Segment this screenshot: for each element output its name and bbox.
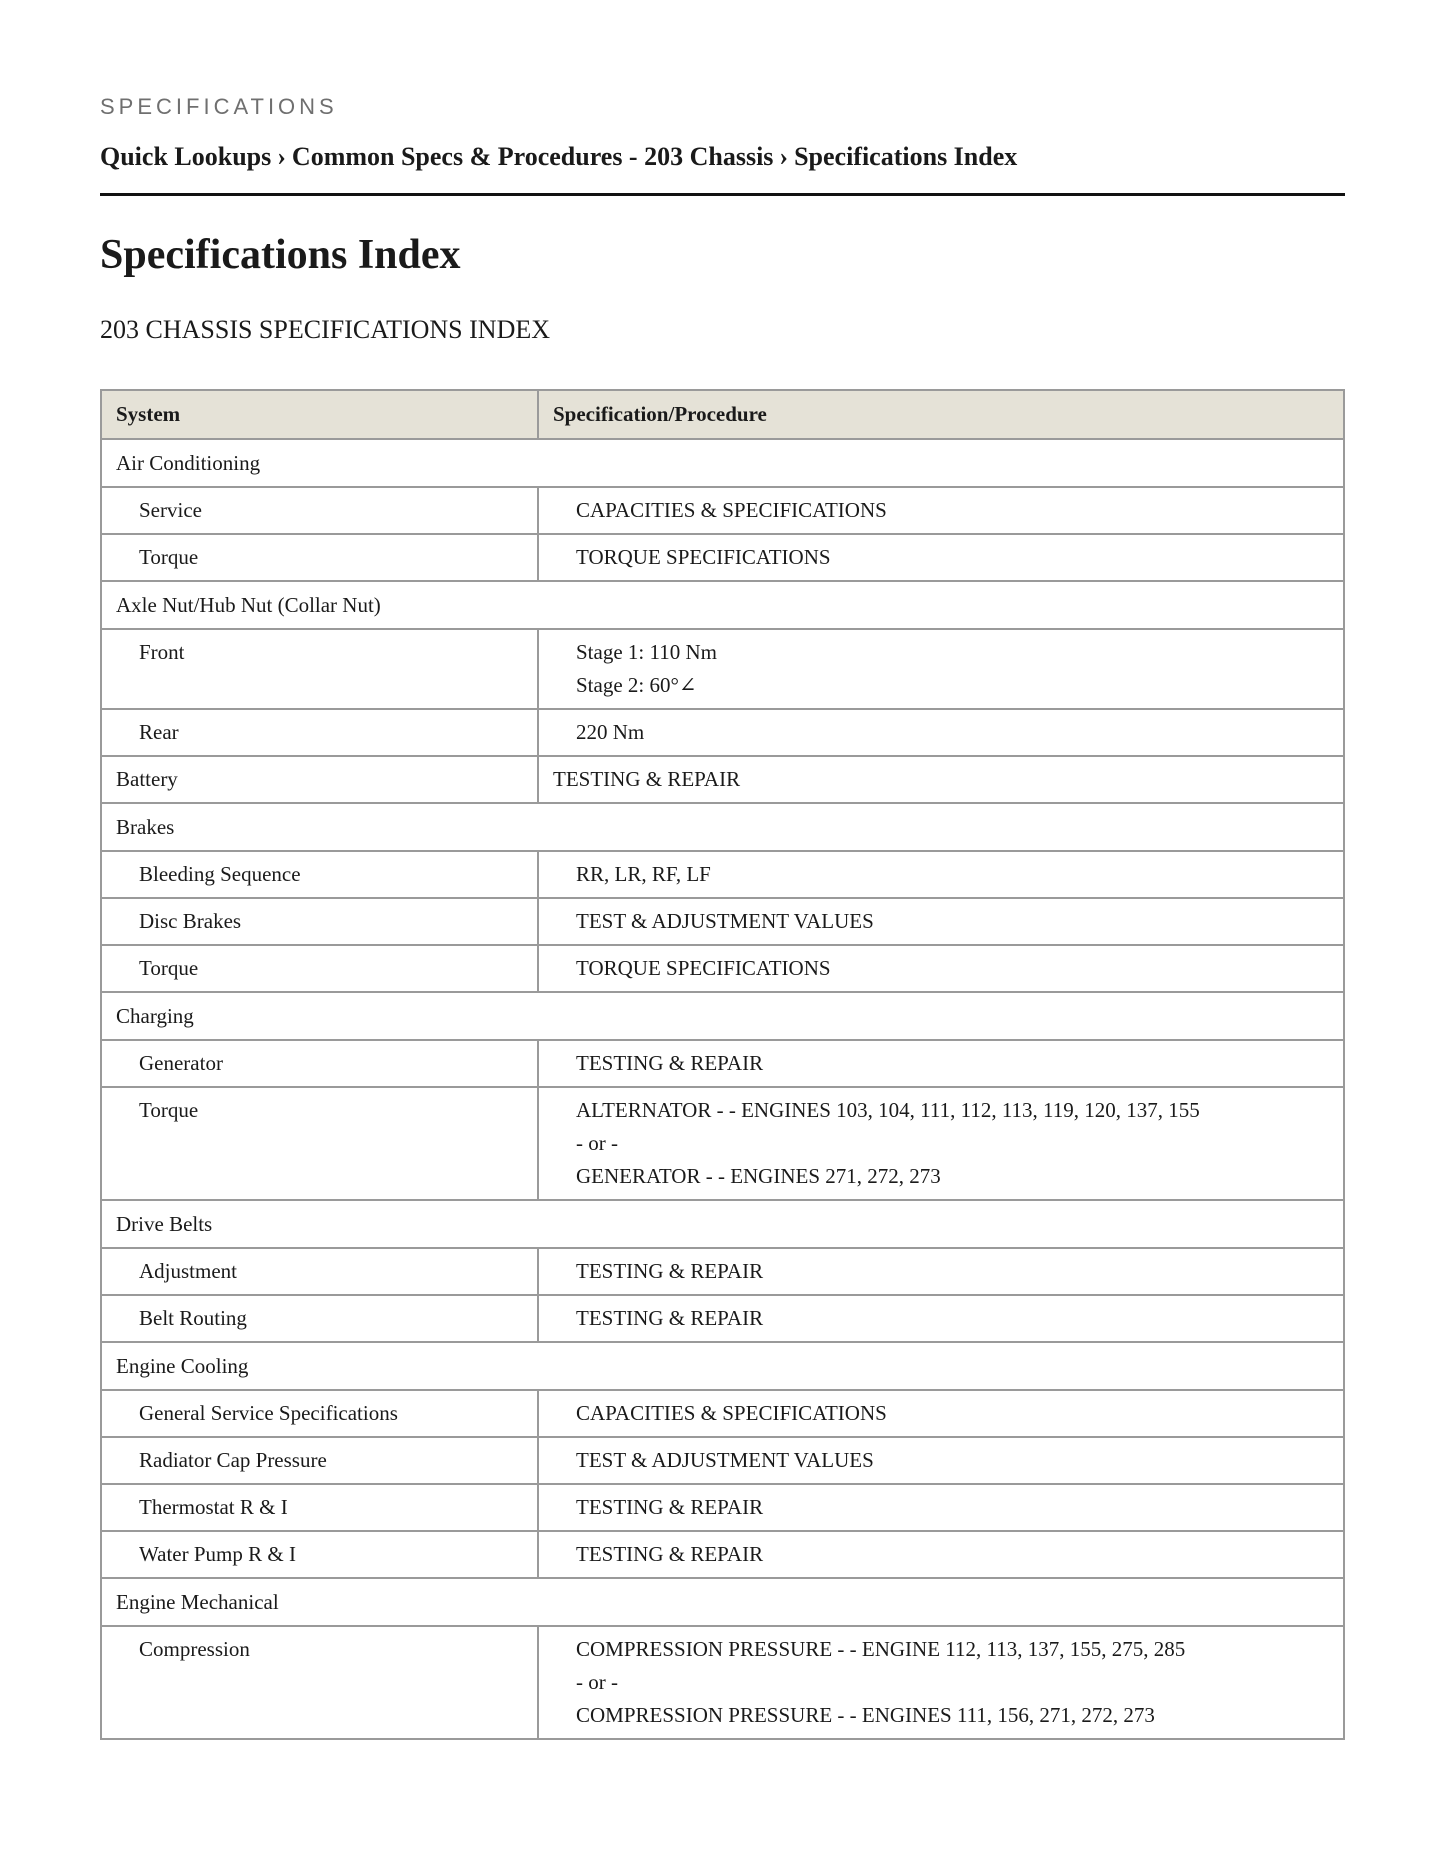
table-row xyxy=(101,1531,1344,1578)
specification-link[interactable]: TESTING & REPAIR xyxy=(576,1259,764,1283)
specification-link[interactable]: CAPACITIES & SPECIFICATIONS xyxy=(576,498,887,522)
table-row xyxy=(101,487,1344,534)
system-cell: Bleeding Sequence xyxy=(101,851,538,898)
specification-cell xyxy=(538,534,1344,581)
specification-link[interactable]: TESTING & REPAIR xyxy=(576,1495,764,1519)
specification-cell xyxy=(538,1248,1344,1295)
specification-cell xyxy=(538,1531,1344,1578)
table-body xyxy=(101,439,1344,1739)
page-title: Specifications Index xyxy=(100,232,461,278)
table-row xyxy=(101,1200,1344,1248)
table-row xyxy=(101,1087,1344,1200)
specification-cell xyxy=(538,756,1344,803)
system-cell: Torque xyxy=(101,1087,538,1200)
specification-cell xyxy=(538,1390,1344,1437)
specification-link[interactable]: TESTING & REPAIR xyxy=(576,1051,764,1075)
column-header-system: System xyxy=(101,390,538,439)
system-group-cell: Drive Belts xyxy=(101,1200,1344,1248)
breadcrumb-item-common-specs[interactable]: Common Specs & Procedures - 203 Chassis xyxy=(291,142,774,171)
breadcrumb-separator: › xyxy=(779,142,789,171)
system-cell: Service xyxy=(101,487,538,534)
table-row xyxy=(101,945,1344,992)
system-group-cell: Air Conditioning xyxy=(101,439,1344,487)
table-row xyxy=(101,1342,1344,1390)
system-cell: Battery xyxy=(101,756,538,803)
specification-link[interactable]: TESTING & REPAIR xyxy=(576,1542,764,1566)
system-cell: Generator xyxy=(101,1040,538,1087)
table-row xyxy=(101,1437,1344,1484)
specification-cell xyxy=(538,629,1344,709)
specification-cell xyxy=(538,487,1344,534)
table-row xyxy=(101,803,1344,851)
specification-link[interactable]: COMPRESSION PRESSURE - - ENGINES 111, 156, 271, 272, 273 xyxy=(576,1703,1155,1727)
system-cell: Belt Routing xyxy=(101,1295,538,1342)
breadcrumb-item-current: Specifications Index xyxy=(794,142,1018,171)
specification-link[interactable]: TESTING & REPAIR xyxy=(553,767,741,791)
page-subtitle: 203 CHASSIS SPECIFICATIONS INDEX xyxy=(100,315,551,344)
specification-cell xyxy=(538,898,1344,945)
system-cell: Rear xyxy=(101,709,538,756)
table-row xyxy=(101,1248,1344,1295)
table-row xyxy=(101,1390,1344,1437)
column-header-specification: Specification/Procedure xyxy=(538,390,1344,439)
specification-link[interactable]: ALTERNATOR - - ENGINES 103, 104, 111, 112, 113, 119, 120, 137, 155 xyxy=(576,1098,1200,1122)
table-row xyxy=(101,1295,1344,1342)
section-label: SPECIFICATIONS xyxy=(100,94,338,119)
specification-link[interactable]: TESTING & REPAIR xyxy=(576,1306,764,1330)
table-row xyxy=(101,709,1344,756)
table-row xyxy=(101,581,1344,629)
system-group-cell: Engine Cooling xyxy=(101,1342,1344,1390)
specification-link[interactable]: TEST & ADJUSTMENT VALUES xyxy=(576,909,874,933)
specification-link[interactable]: TORQUE SPECIFICATIONS xyxy=(576,545,831,569)
specification-link[interactable]: 220 Nm xyxy=(576,720,645,744)
table-row xyxy=(101,439,1344,487)
system-cell: Disc Brakes xyxy=(101,898,538,945)
table-row xyxy=(101,992,1344,1040)
specification-cell xyxy=(538,1626,1344,1739)
specification-link: - or - xyxy=(576,1131,618,1155)
table-row xyxy=(101,756,1344,803)
specification-link[interactable]: TORQUE SPECIFICATIONS xyxy=(576,956,831,980)
system-group-cell: Axle Nut/Hub Nut (Collar Nut) xyxy=(101,581,1344,629)
table-row xyxy=(101,1040,1344,1087)
specification-cell xyxy=(538,945,1344,992)
specification-cell xyxy=(538,1087,1344,1200)
breadcrumb xyxy=(100,140,1345,196)
specification-cell xyxy=(538,709,1344,756)
specification-cell xyxy=(538,1040,1344,1087)
breadcrumb-separator: › xyxy=(277,142,286,171)
system-cell: Water Pump R & I xyxy=(101,1531,538,1578)
table-row xyxy=(101,1626,1344,1739)
system-cell: Thermostat R & I xyxy=(101,1484,538,1531)
specification-cell xyxy=(538,1484,1344,1531)
system-cell: Front xyxy=(101,629,538,709)
table-row xyxy=(101,851,1344,898)
specification-link[interactable]: Stage 2: 60°∠ xyxy=(576,673,697,697)
system-cell: Torque xyxy=(101,945,538,992)
table-row xyxy=(101,1578,1344,1626)
specification-link[interactable]: RR, LR, RF, LF xyxy=(576,862,711,886)
table-row xyxy=(101,898,1344,945)
specification-link[interactable]: CAPACITIES & SPECIFICATIONS xyxy=(576,1401,887,1425)
system-group-cell: Charging xyxy=(101,992,1344,1040)
specifications-table xyxy=(100,389,1345,1740)
breadcrumb-item-quick-lookups[interactable]: Quick Lookups xyxy=(100,142,272,171)
system-cell: Adjustment xyxy=(101,1248,538,1295)
specification-cell xyxy=(538,851,1344,898)
table-row xyxy=(101,534,1344,581)
specification-link[interactable]: GENERATOR - - ENGINES 271, 272, 273 xyxy=(576,1164,941,1188)
system-cell: Torque xyxy=(101,534,538,581)
specification-cell xyxy=(538,1295,1344,1342)
specification-cell xyxy=(538,1437,1344,1484)
table-header-row xyxy=(101,390,1344,439)
table-row xyxy=(101,1484,1344,1531)
system-group-cell: Brakes xyxy=(101,803,1344,851)
system-group-cell: Engine Mechanical xyxy=(101,1578,1344,1626)
specification-link[interactable]: Stage 1: 110 Nm xyxy=(576,640,717,664)
specification-link: - or - xyxy=(576,1670,618,1694)
specification-link[interactable]: TEST & ADJUSTMENT VALUES xyxy=(576,1448,874,1472)
system-cell: General Service Specifications xyxy=(101,1390,538,1437)
system-cell: Compression xyxy=(101,1626,538,1739)
table-row xyxy=(101,629,1344,709)
specification-link[interactable]: COMPRESSION PRESSURE - - ENGINE 112, 113, 137, 155, 275, 285 xyxy=(576,1637,1186,1661)
system-cell: Radiator Cap Pressure xyxy=(101,1437,538,1484)
